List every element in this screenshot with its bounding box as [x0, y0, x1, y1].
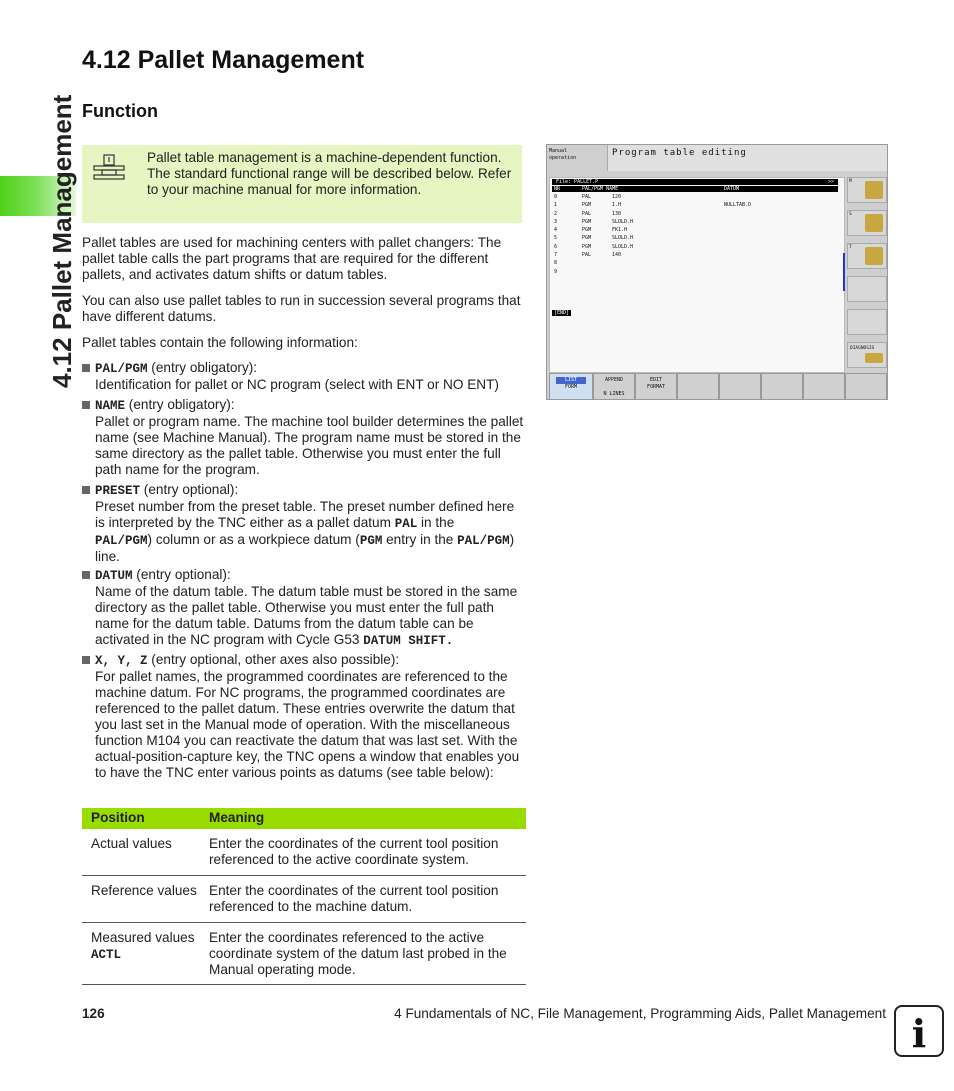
editor-cell: SLOLD.H — [612, 235, 634, 242]
side-key-empty[interactable] — [847, 309, 887, 335]
side-key-t[interactable]: T — [847, 243, 887, 269]
editor-cell: 130 — [612, 210, 622, 217]
editor-cell: 1 — [554, 202, 558, 209]
editor-cell: 2 — [554, 210, 558, 217]
list-item: PAL/PGM (entry obligatory): Identification for pallet or NC program (select with ENT or NO ENT) — [82, 360, 524, 393]
end-marker: [END] — [554, 310, 570, 316]
editor-cell: 5 — [554, 235, 558, 242]
editor-cell: 140 — [612, 252, 622, 259]
editor-cell: PGM — [582, 202, 592, 209]
editor-cell: 8 — [554, 260, 558, 267]
operating-mode-label: Manual operation — [549, 148, 577, 161]
side-key-diagnosis[interactable]: DIAGNOSIS — [847, 342, 887, 368]
paragraph: You can also use pallet tables to run in succession several programs that have different datums. — [82, 293, 521, 324]
note-text: Pallet table management is a machine-dependent function. The standard functional range will be described below. Refer to your machine manual for more information. — [147, 150, 512, 197]
editor-cell: PGM — [582, 243, 592, 250]
editor-cell: PAL — [582, 194, 592, 200]
editor-row[interactable] — [552, 251, 832, 259]
softkey-empty[interactable] — [719, 373, 761, 400]
paragraph: Pallet tables are used for machining centers with pallet changers: The pallet table calls the part programs that are required for the different pallets, and activates datum shifts or datum tables. — [82, 235, 502, 282]
editor-cell: FK1.H — [612, 227, 628, 234]
editor-cell: PGM — [582, 235, 592, 242]
editor-cell: 9 — [554, 268, 558, 275]
editor-cell: SLOLD.H — [612, 218, 634, 225]
editor-row[interactable] — [552, 193, 832, 201]
list-item: DATUM (entry optional): Name of the datum table. The datum table must be stored in the same directory as the pallet table. Otherwise you must enter the full path name for the datum table. Datums from the datum table can be activated in the NC program with Cycle G53 DATUM SHIFT. — [82, 567, 524, 649]
screen-title: Program table editing — [607, 145, 887, 171]
table-row: Actual values Enter the coordinates of the current tool position referenced to the active coordinate system. — [82, 829, 526, 876]
editor-row[interactable] — [552, 218, 832, 226]
softkey-empty[interactable] — [761, 373, 803, 400]
control-screenshot — [546, 144, 888, 400]
editor-cell: 6 — [554, 243, 558, 250]
tool-icon — [865, 247, 883, 265]
subsection-heading: Function — [82, 101, 158, 121]
editor-cell: 4 — [554, 227, 558, 234]
editor-row[interactable] — [552, 259, 832, 267]
list-item: NAME (entry obligatory): Pallet or program name. The machine tool builder determines the pallet name (see Machine Manual). The program name must be stored in the same directory as the pallet table. Otherwise you must enter the full path name for the program. — [82, 397, 524, 478]
softkey-list-form[interactable]: LIST FORM — [549, 373, 593, 400]
table-row: Measured values ACTL Enter the coordinates referenced to the active coordinate system of the datum last probed in the Manual operating mode. — [82, 923, 526, 985]
bullet-square-icon — [82, 364, 90, 372]
bullet-square-icon — [82, 571, 90, 579]
softkey-append-lines[interactable]: APPEND N LINES — [593, 373, 635, 400]
machine-note-box — [82, 145, 522, 223]
tool-icon — [865, 353, 883, 363]
editor-cell: 0 — [554, 194, 558, 200]
editor-cell: 3 — [554, 218, 558, 225]
bullet-square-icon — [82, 486, 90, 494]
bullet-square-icon — [82, 401, 90, 409]
side-key-m[interactable]: M — [847, 177, 887, 203]
softkey-empty[interactable] — [845, 373, 887, 400]
editor-cell: SLOLD.H — [612, 243, 634, 250]
editor-cell: 7 — [554, 252, 558, 259]
position-meaning-table — [82, 808, 526, 985]
editor-row[interactable] — [552, 234, 832, 242]
table-row: Reference values Enter the coordinates of the current tool position referenced to the machine datum. — [82, 876, 526, 923]
softkey-empty[interactable] — [803, 373, 845, 400]
side-key-s[interactable]: S — [847, 210, 887, 236]
editor-cell: PAL — [582, 210, 592, 217]
info-icon: i — [894, 1005, 944, 1057]
editor-row[interactable] — [552, 210, 832, 218]
editor-cell: NULLTAB.D — [724, 202, 752, 209]
editor-row[interactable] — [552, 268, 832, 276]
column-header: NR PAL/PGM NAME DATUM — [552, 186, 838, 192]
softkey-empty[interactable] — [677, 373, 719, 400]
table-editor — [549, 177, 845, 373]
editor-row[interactable] — [552, 243, 832, 251]
softkey-edit-format[interactable]: EDIT FORMAT — [635, 373, 677, 400]
side-softkeys — [847, 177, 887, 373]
machine-tool-icon — [90, 153, 128, 183]
editor-rows — [552, 193, 832, 276]
chapter-footer: 4 Fundamentals of NC, File Management, Programming Aids, Pallet Management — [394, 1006, 886, 1021]
tool-icon — [865, 214, 883, 232]
paragraph: Pallet tables contain the following information: — [82, 335, 358, 350]
editor-row[interactable] — [552, 201, 832, 209]
editor-cell: 1.H — [612, 202, 622, 209]
scroll-indicator — [843, 253, 845, 291]
list-item: PRESET (entry optional): Preset number from the preset table. The preset number defined here is interpreted by the TNC either as a pallet datum PAL in the PAL/PGM) column or as a workpiece datum (PGM entry in the PAL/PGM) line. — [82, 482, 524, 565]
editor-row[interactable] — [552, 226, 832, 234]
list-item: X, Y, Z (entry optional, other axes also possible): For pallet names, the programmed coordinates are referenced to the machine datum. For NC programs, the programmed coordinates are referenced to the pallet datum. These entries overwrite the datum that you last set in the Manual mode of operation. With the miscellaneous function M104 you can reactivate the datum that was last set. With the actual-position-capture key, the TNC opens a window that enables you to have the TNC enter various points as datums (see table below): — [82, 652, 524, 781]
editor-cell: PAL — [582, 252, 592, 259]
section-heading: 4.12 Pallet Management — [82, 46, 365, 74]
softkey-row — [547, 373, 887, 400]
editor-cell: 120 — [612, 194, 622, 200]
bullet-square-icon — [82, 656, 90, 664]
page-number: 126 — [82, 1006, 105, 1021]
tool-icon — [865, 181, 883, 199]
side-key-empty[interactable] — [847, 276, 887, 302]
editor-cell: PGM — [582, 218, 592, 225]
table-header: Position Meaning — [82, 808, 526, 829]
file-line: File: PALLET.P >> — [552, 179, 838, 185]
editor-cell: PGM — [582, 227, 592, 234]
